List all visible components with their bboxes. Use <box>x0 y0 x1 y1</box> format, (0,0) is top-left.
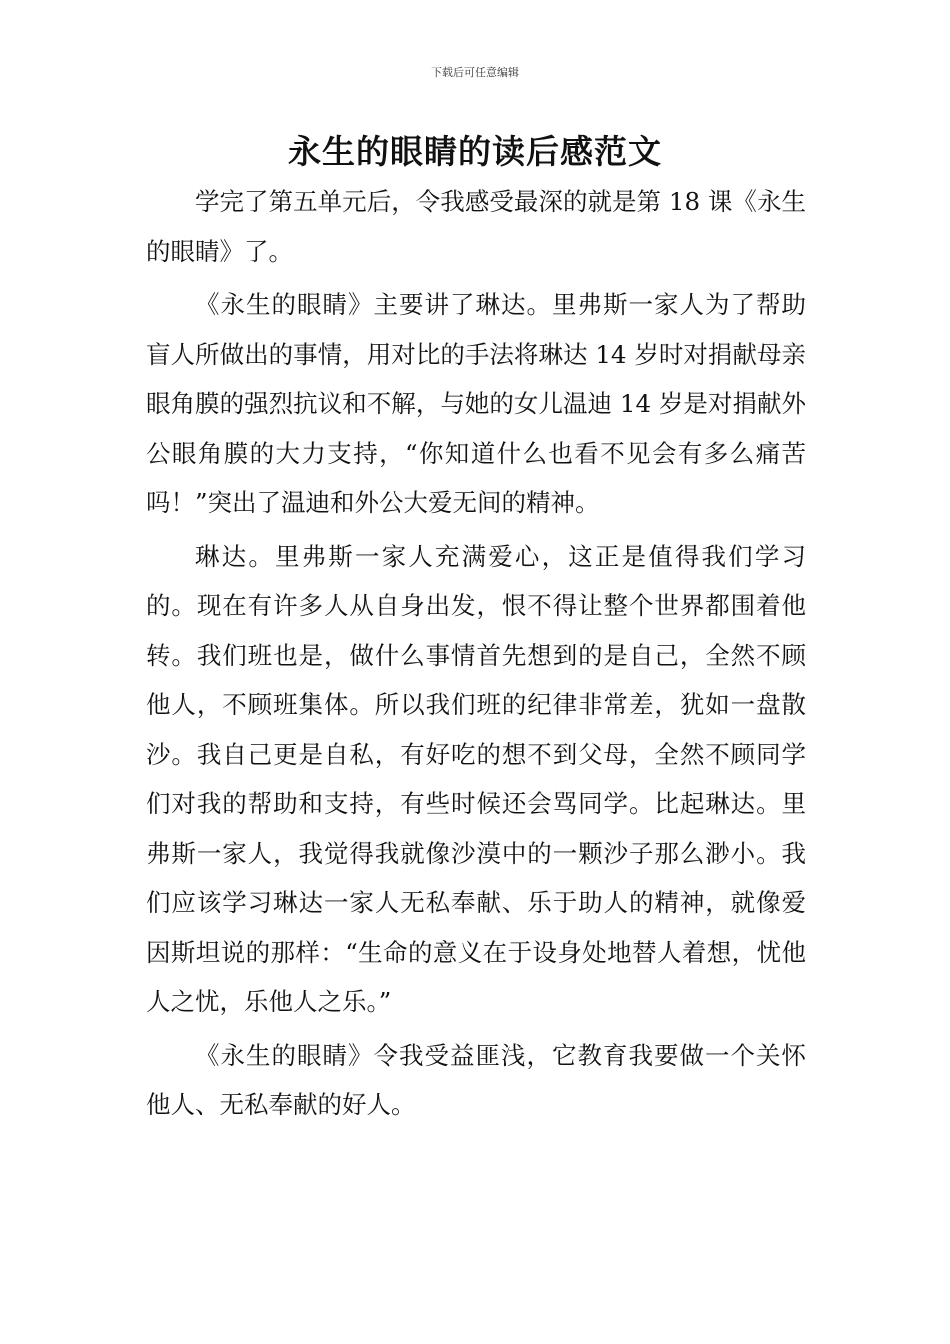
document-title: 永生的眼睛的读后感范文 <box>288 132 662 171</box>
paragraph-4: 《永生的眼睛》令我受益匪浅，它教育我要做一个关怀他人、无私奉献的好人。 <box>146 1040 806 1119</box>
paragraph-3: 琳达。里弗斯一家人充满爱心，这正是值得我们学习的。现在有许多人从自身出发，恨不得让整个世界都围着他转。我们班也是，做什么事情首先想到的是自己，全然不顾他人，不顾班集体。所以我们班的纪律非常差，犹如一盘散沙。我自己更是自私，有好吃的想不到父母，全然不顾同学们对我的帮助和支持，有些时候还会骂同学。比起琳达。里弗斯一家人，我觉得我就像沙漠中的一颗沙子那么渺小。我们应该学习琳达一家人无私奉献、乐于助人的精神，就像爱因斯坦说的那样：“生命的意义在于设身处地替人着想，忧他人之忧，乐他人之乐。” <box>146 541 806 1016</box>
paragraph-1: 学完了第五单元后，令我感受最深的就是第 18 课《永生的眼睛》了。 <box>146 187 806 266</box>
paragraph-2: 《永生的眼睛》主要讲了琳达。里弗斯一家人为了帮助盲人所做出的事情，用对比的手法将琳达 14 岁时对捐献母亲眼角膜的强烈抗议和不解，与她的女儿温迪 14 岁是对捐献外公眼角膜的大力支持，“你知道什么也看不见会有多么痛苦吗！”突出了温迪和外公大爱无间的精神。 <box>146 290 806 517</box>
document-body <box>146 177 806 1134</box>
header-note: 下载后可任意编辑 <box>431 66 519 79</box>
